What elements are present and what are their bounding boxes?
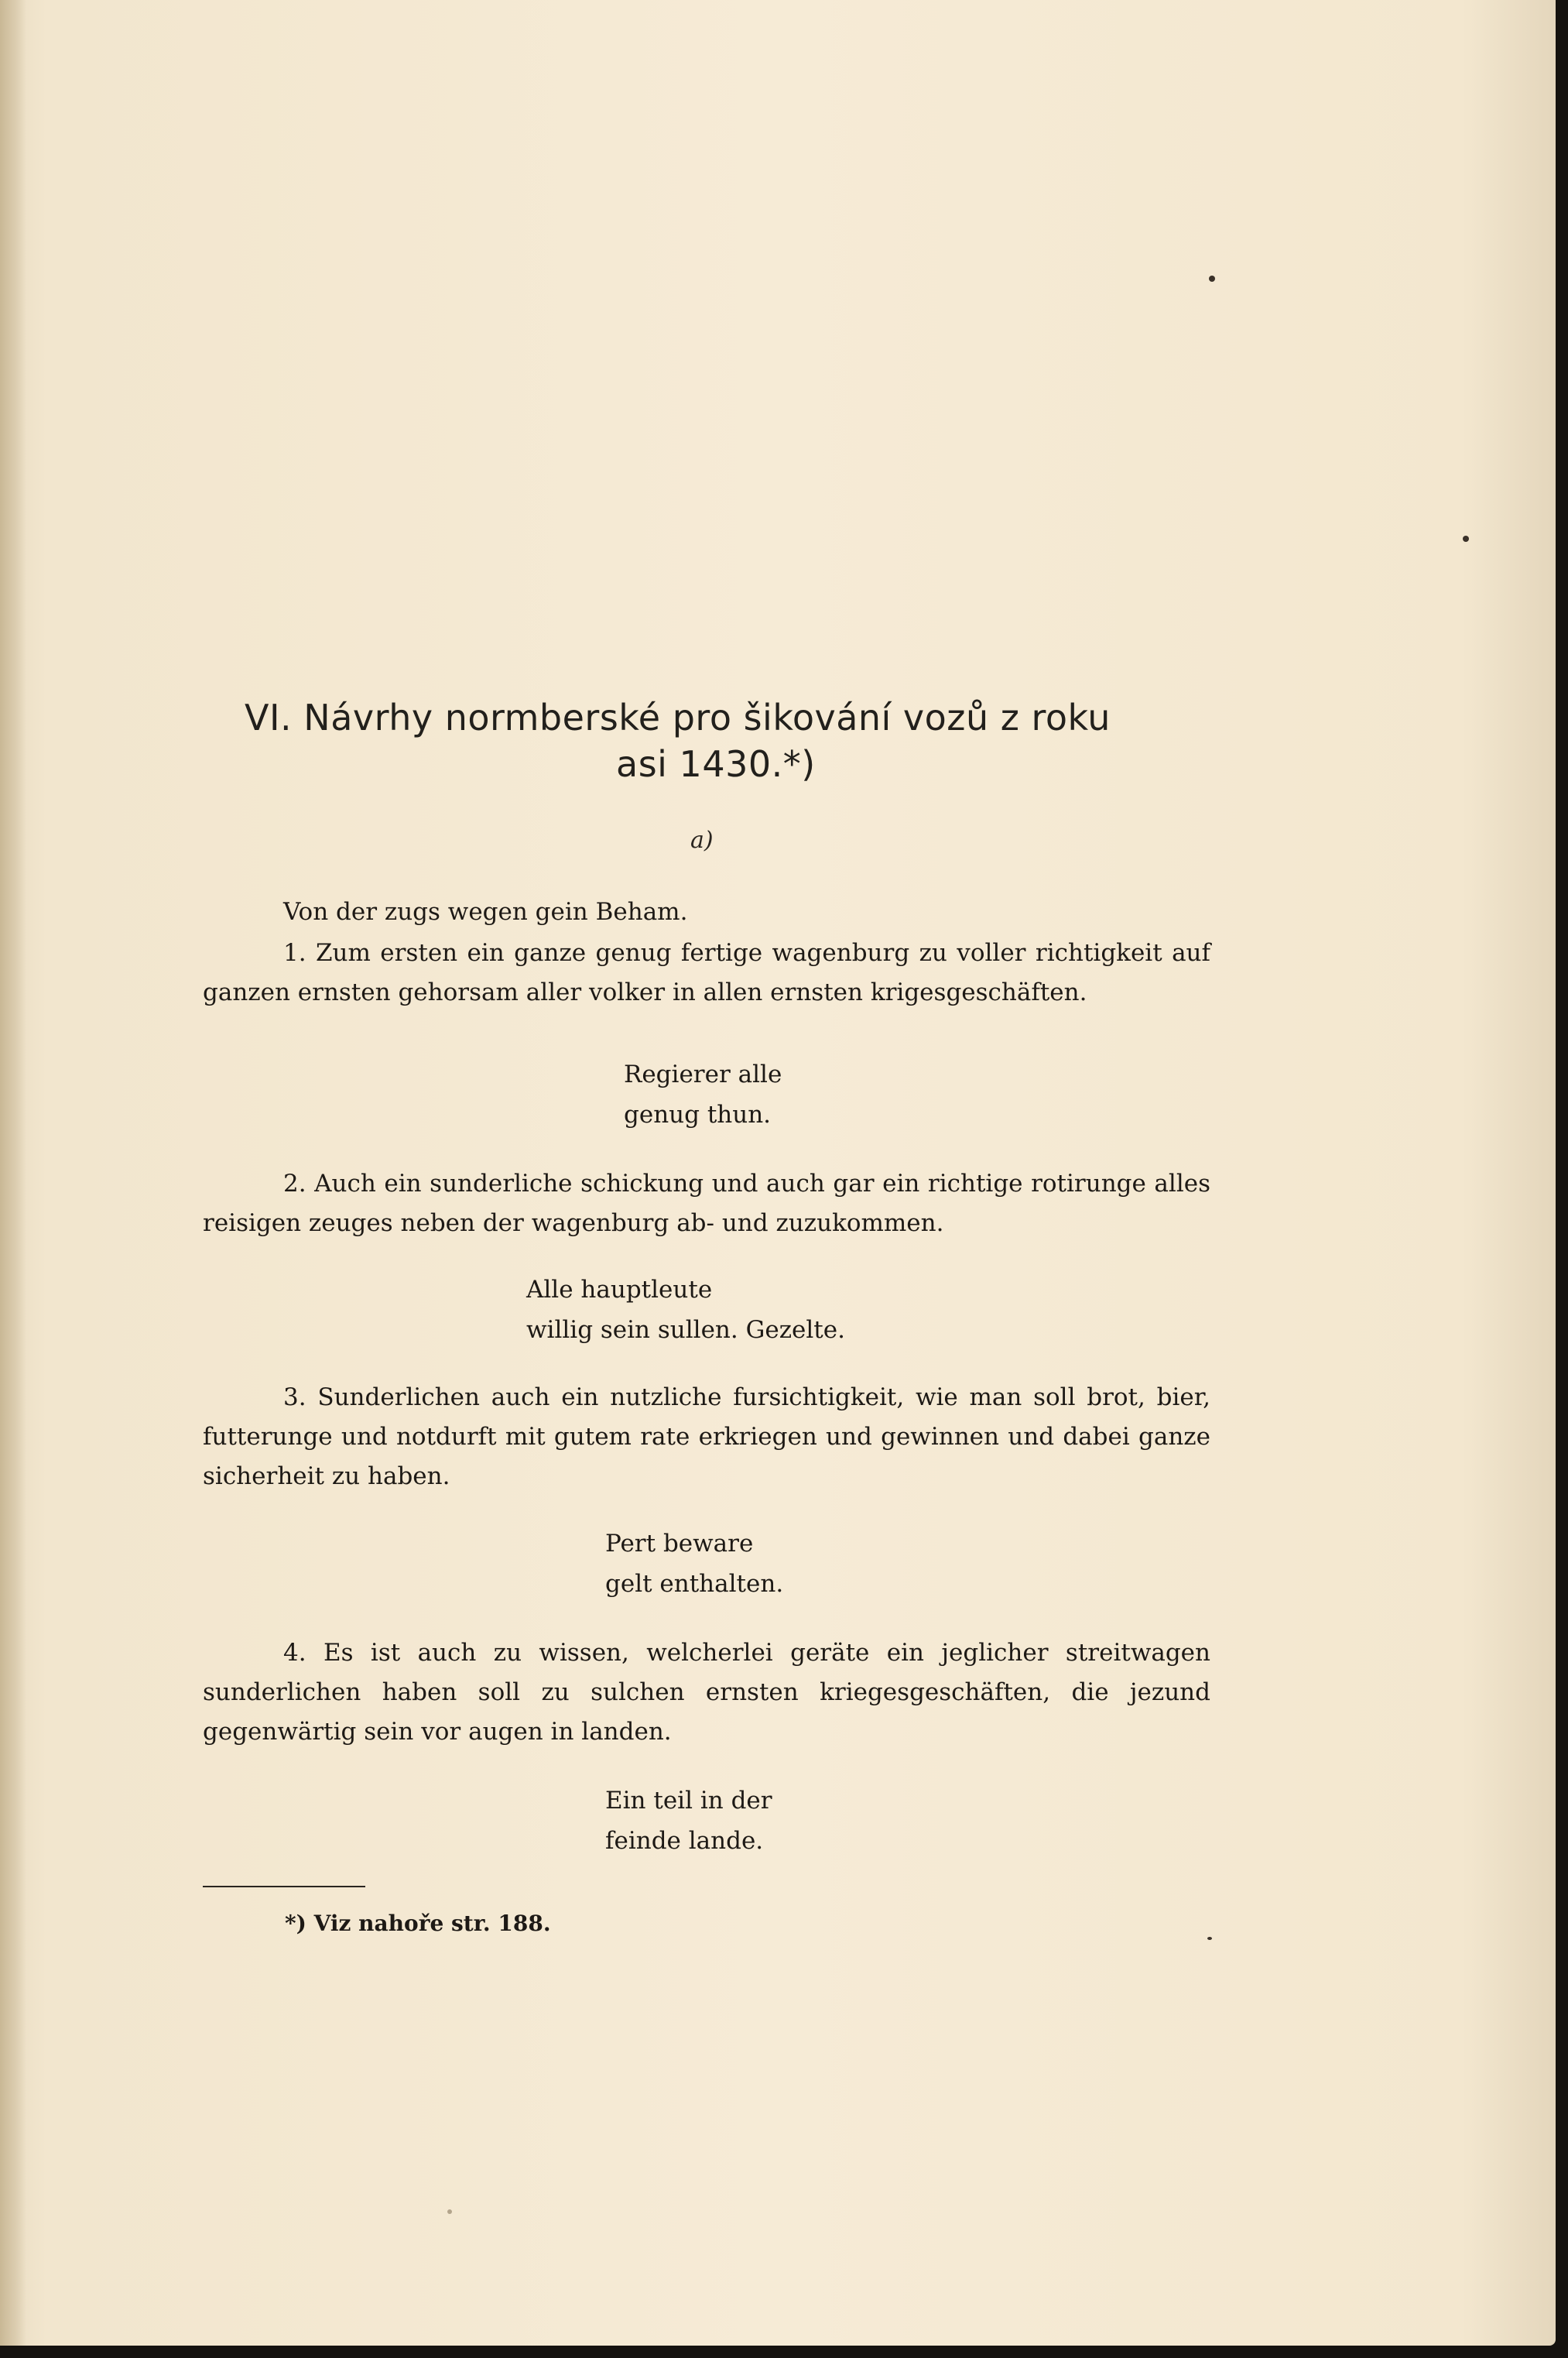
item-1-text: 1. Zum ersten ein ganze genug fertige wagenburg zu voller richtigkeit auf ganzen ernsten gehorsam aller volker in allen ernsten krigesgeschäften. bbox=[203, 939, 1210, 1006]
heading-line-1: VI. Návrhy normberské pro šikování vozů z roku bbox=[245, 697, 1111, 739]
item-4-text: 4. Es ist auch zu wissen, welcherlei geräte ein jeglicher streitwagen sunderlichen haben soll zu sulchen ernsten kriegesgeschäften, die jezund gegenwärtig sein vor augen in landen. bbox=[203, 1639, 1210, 1746]
item-2-note-line-2: willig sein sullen. Gezelte. bbox=[526, 1316, 845, 1344]
item-1-note-line-2: genug thun. bbox=[624, 1101, 772, 1129]
heading-line-2: asi 1430.*) bbox=[616, 743, 816, 785]
section-label: a) bbox=[690, 827, 714, 854]
paper-speck bbox=[1209, 276, 1215, 282]
footnote: *) Viz nahoře str. 188. bbox=[285, 1911, 551, 1936]
item-3-text: 3. Sunderlichen auch ein nutzliche fursichtigkeit, wie man soll brot, bier, futterunge und notdurft mit gutem rate erkriegen und gewinnen und dabei ganze sicherheit zu haben. bbox=[203, 1383, 1210, 1490]
item-3-note-line-2: gelt enthalten. bbox=[605, 1570, 784, 1598]
paper-speck bbox=[447, 2209, 452, 2214]
item-4-note-line-1: Ein teil in der bbox=[605, 1787, 772, 1815]
item-2-note-line-1: Alle hauptleute bbox=[526, 1276, 713, 1304]
item-1-note-line-1: Regierer alle bbox=[624, 1061, 782, 1088]
item-4-note-line-2: feinde lande. bbox=[605, 1827, 764, 1855]
item-2-text: 2. Auch ein sunderliche schickung und auch gar ein richtige rotirunge alles reisigen zeuges neben der wagenburg ab- und zuzukommen. bbox=[203, 1170, 1210, 1237]
item-3-note-line-1: Pert beware bbox=[605, 1530, 754, 1558]
paper-speck bbox=[1463, 536, 1469, 542]
footnote-rule bbox=[203, 1886, 365, 1887]
intro-line: Von der zugs wegen gein Beham. bbox=[283, 898, 688, 926]
page-gutter bbox=[0, 0, 26, 2346]
paper-speck bbox=[1207, 1937, 1212, 1940]
